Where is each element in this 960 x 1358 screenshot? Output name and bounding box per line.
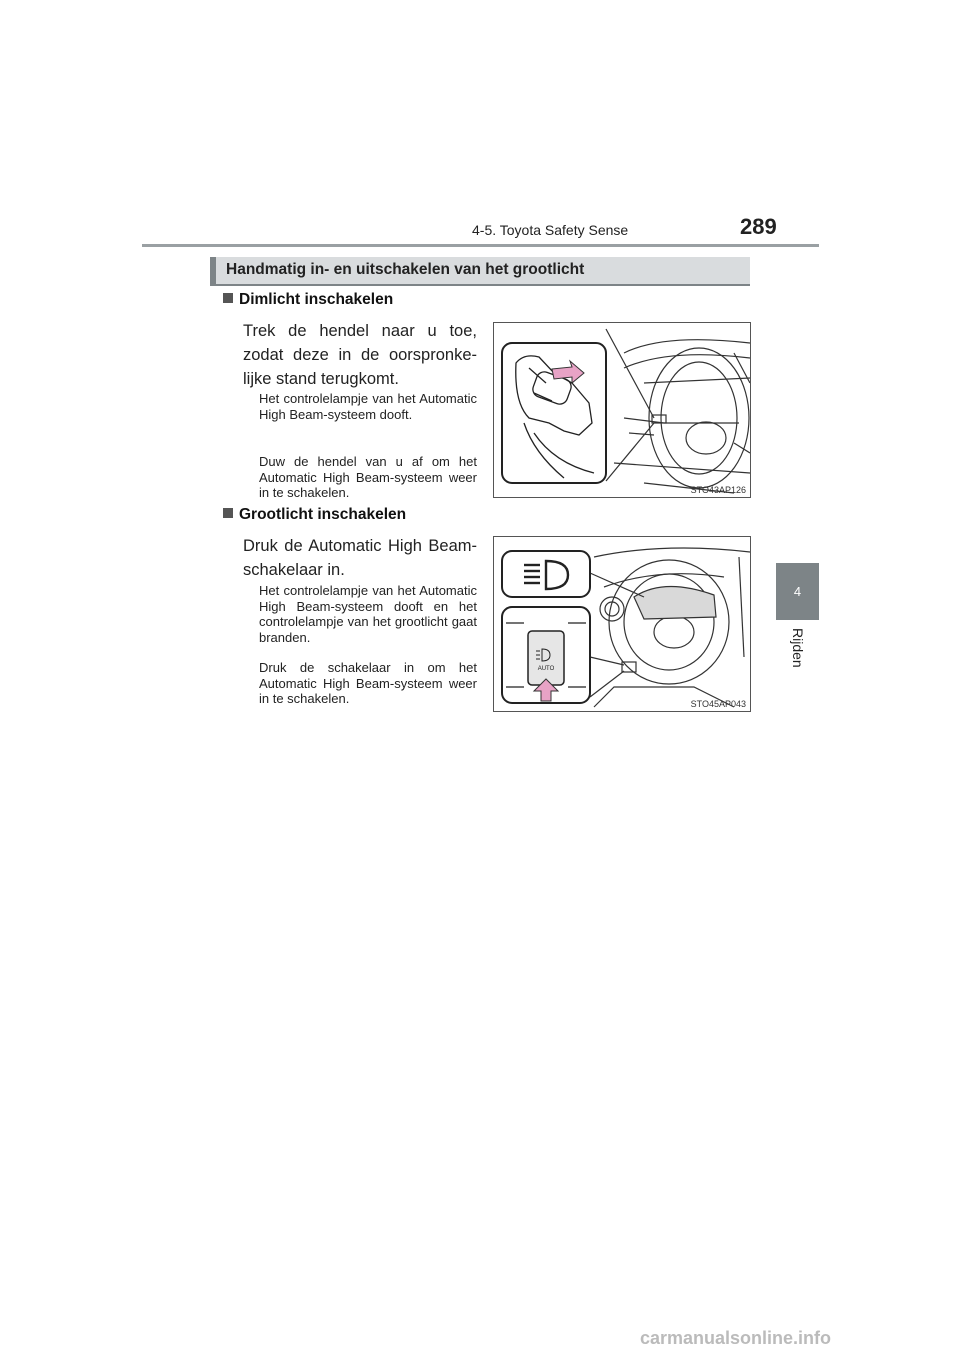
figure-code: STO45AP043	[690, 699, 746, 709]
watermark: carmanualsonline.info	[640, 1328, 832, 1348]
lever-pull-illustration	[494, 323, 750, 497]
section-bar-accent	[210, 257, 216, 284]
square-bullet-icon	[223, 508, 233, 518]
square-bullet-icon	[223, 293, 233, 303]
note-grootlicht-1: Het controlelampje van het Automatic High Beam-systeem dooft en het controlelampje van het grootlicht gaat branden.	[259, 583, 477, 645]
body-dimlicht: Trek de hendel naar u toe, zodat deze in de oorspronke-lijke stand terugkomt.	[243, 322, 477, 388]
note-grootlicht-2: Druk de schakelaar in om het Automatic High Beam-systeem weer in te schakelen.	[259, 660, 477, 706]
figure-lever-pull	[493, 322, 751, 498]
note-dimlicht-2: Duw de hendel van u af om het Automatic High Beam-systeem weer in te schakelen.	[259, 454, 477, 500]
figure-auto-switch	[493, 536, 751, 712]
subheading-grootlicht	[223, 506, 406, 524]
chapter-tab: 4	[776, 563, 819, 620]
subheading-dimlicht-text: Dimlicht inschakelen	[239, 291, 394, 308]
body-grootlicht: Druk de Automatic High Beam-schakelaar in.	[243, 537, 477, 579]
auto-switch-label: AUTO	[537, 666, 555, 672]
auto-switch-illustration	[494, 537, 750, 711]
header-rule	[142, 244, 819, 247]
section-title: Handmatig in- en uitschakelen van het grootlicht	[226, 261, 585, 278]
page-number: 289	[740, 214, 777, 239]
subheading-dimlicht	[223, 291, 393, 309]
figure-code: STO43AP126	[690, 485, 746, 495]
header-section-title: 4-5. Toyota Safety Sense	[472, 222, 629, 238]
note-dimlicht-1: Het controlelampje van het Automatic High Beam-systeem dooft.	[259, 391, 477, 422]
section-title-bar	[210, 257, 750, 286]
chapter-label: Rijden	[790, 628, 806, 668]
subheading-grootlicht-text: Grootlicht inschakelen	[239, 506, 407, 523]
